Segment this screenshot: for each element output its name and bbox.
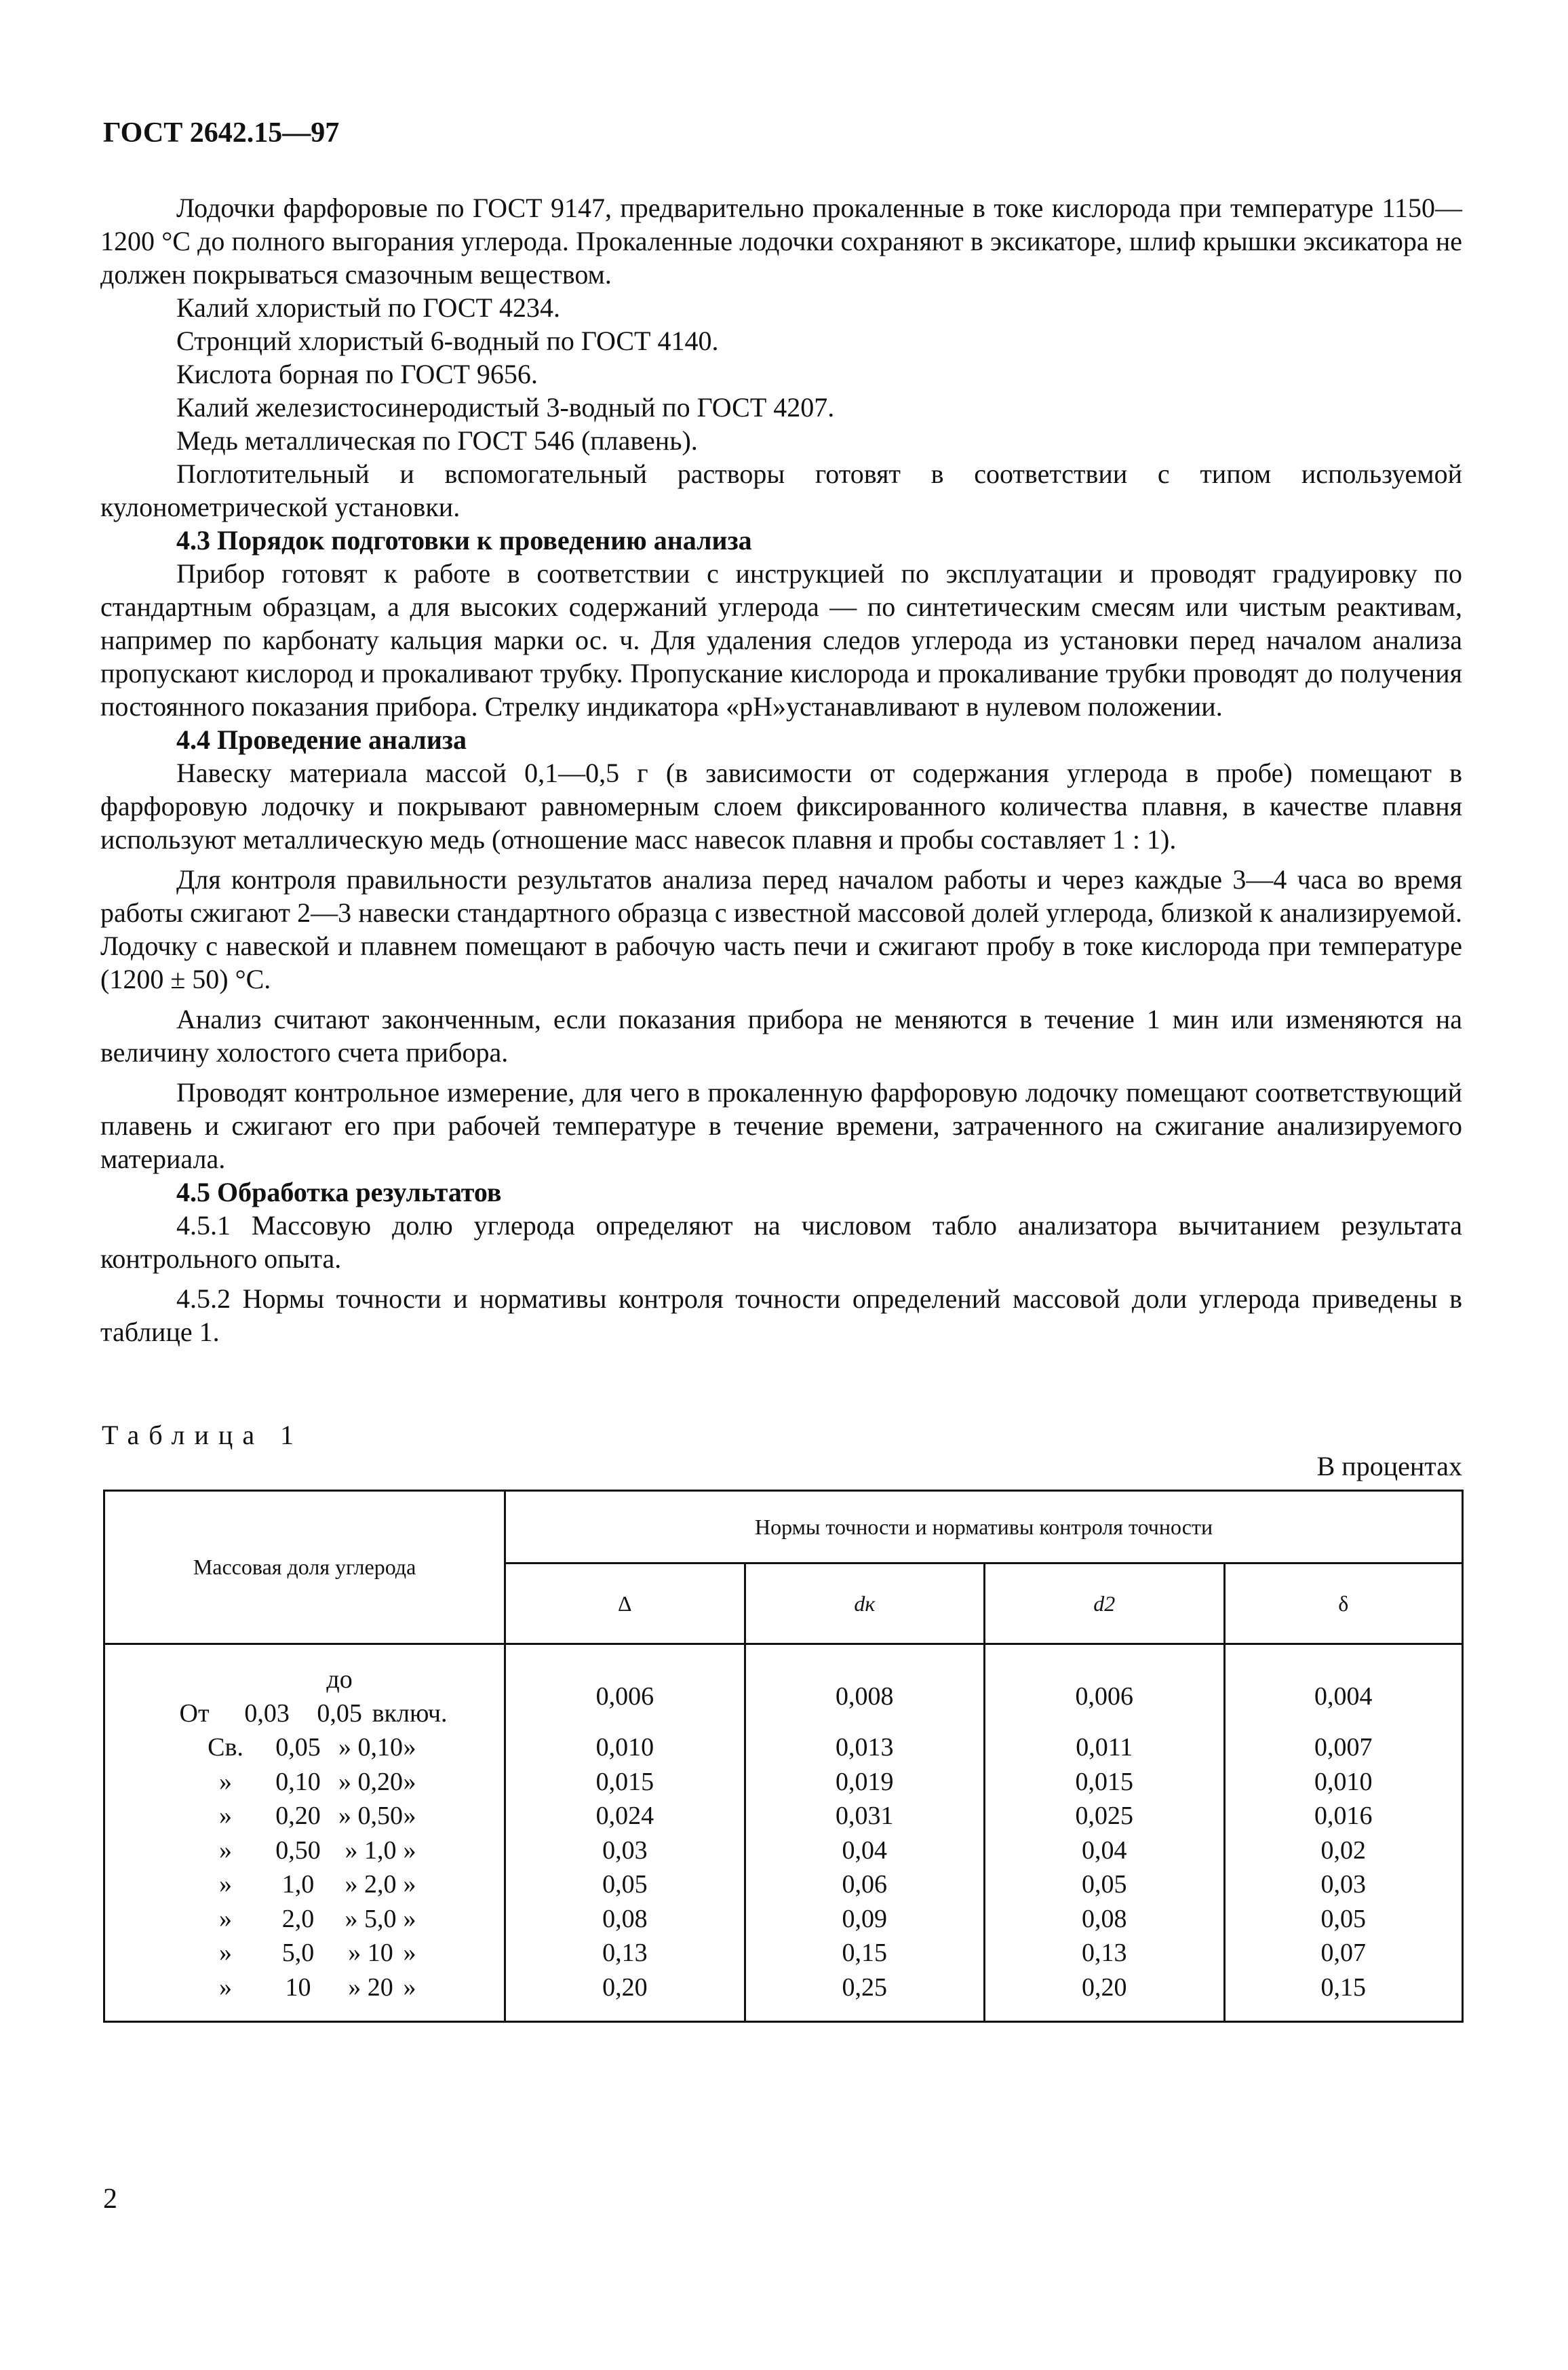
accuracy-table — [103, 1490, 1464, 2023]
row-label-part: » 0,50 — [338, 1802, 404, 1831]
sub-header-delta: Δ — [505, 1563, 745, 1644]
table-cell: 0,15 — [1224, 1970, 1463, 2022]
table-cell: 0,024 — [505, 1799, 745, 1833]
paragraph: 4.5.2 Нормы точности и нормативы контроля точности определений массовой доли углерода приведены в таблице 1. — [100, 1283, 1462, 1347]
row-label-part: 0,03 — [244, 1699, 290, 1728]
row-label-part: » 0,10 — [338, 1733, 404, 1762]
sub-header-d2: d2 — [985, 1563, 1224, 1644]
paragraph: Медь металлическая по ГОСТ 546 (плавень). — [176, 425, 698, 456]
paragraph: 4.5.1 Массовую долю углерода определяют на числовом табло анализатора вычитанием результата контрольного опыта. — [100, 1210, 1462, 1274]
table-cell: 0,006 — [985, 1644, 1224, 1731]
table-cell: 0,08 — [505, 1902, 745, 1937]
paragraph: Анализ считают законченным, если показания прибора не меняются в течение 1 мин или изменяются на величину холостого счета прибора. — [100, 1004, 1462, 1068]
row-label-part: 0,10 — [275, 1767, 321, 1796]
table-cell: 0,13 — [505, 1936, 745, 1970]
col-header-mass-fraction: Массовая доля углерода — [104, 1491, 505, 1644]
document-header: ГОСТ 2642.15—97 — [103, 117, 340, 149]
table-cell: 0,20 — [505, 1970, 745, 2022]
row-label-part: » — [403, 1939, 416, 1968]
table-row — [104, 1730, 1463, 1765]
table-cell: 0,013 — [745, 1730, 984, 1765]
row-label-part: 2,0 — [281, 1904, 315, 1933]
table-row — [104, 1902, 1463, 1937]
row-label — [104, 1644, 505, 1731]
row-label-part: » — [403, 1733, 416, 1762]
table-cell: 0,04 — [985, 1833, 1224, 1868]
row-label — [104, 1765, 505, 1800]
table-cell: 0,05 — [1224, 1902, 1463, 1937]
paragraph: Проводят контрольное измерение, для чего в прокаленную фарфоровую лодочку помещают соответствующий плавень и сжигают его при рабочей температуре в течение времени, затраченного на сжигание анализируемого материала. — [100, 1077, 1462, 1174]
table-cell: 0,05 — [505, 1867, 745, 1902]
paragraph: Калий железистосинеродистый 3-водный по ГОСТ 4207. — [176, 392, 835, 423]
row-label-part: » — [219, 1802, 233, 1831]
table-cell: 0,010 — [1224, 1765, 1463, 1800]
table-row — [104, 1970, 1463, 2022]
table-cell: 0,07 — [1224, 1936, 1463, 1970]
row-label-part: » 2,0 — [345, 1870, 397, 1899]
sub-header-small-delta: δ — [1224, 1563, 1463, 1644]
sub-header-dk: dк — [745, 1563, 984, 1644]
paragraph: Калий хлористый по ГОСТ 4234. — [176, 292, 560, 323]
row-label — [104, 1730, 505, 1765]
table-cell: 0,05 — [985, 1867, 1224, 1902]
table-row — [104, 1867, 1463, 1902]
group-header: Нормы точности и нормативы контроля точности — [505, 1491, 1463, 1563]
table-cell: 0,20 — [985, 1970, 1224, 2022]
row-label-part: » — [219, 1904, 233, 1933]
row-label-part: » — [403, 1802, 416, 1831]
section-heading: 4.3 Порядок подготовки к проведению анализа — [176, 525, 752, 556]
row-label-part: » — [403, 1904, 416, 1933]
row-label-part: » — [403, 1870, 416, 1899]
table-row — [104, 1765, 1463, 1800]
paragraph: Прибор готовят к работе в соответствии с инструкцией по эксплуатации и проводят градуировку по стандартным образцам, а для высоких содержаний углерода — по синтетическим смесям или чистым реактивам, например по карбонату кальция марки ос. ч. Для удаления следов углерода из установки перед началом анализа пропускают кислород и прокаливают трубку. Пропускание кислорода и прокаливание трубки проводят до получения постоянного показания прибора. Стрелку индикатора «рН»устанавливают в нулевом положении. — [100, 558, 1462, 722]
row-label — [104, 1936, 505, 1970]
paragraph: Для контроля правильности результатов анализа перед началом работы и через каждые 3—4 часа во время работы сжигают 2—3 навески стандартного образца с известной массовой долей углерода, близкой к анализируемой. Лодочку с навеской и плавнем помещают в рабочую часть печи и сжигают пробу в токе кислорода при температуре (1200 ± 50) °С. — [100, 864, 1462, 994]
table-row — [104, 1833, 1463, 1868]
row-label-part: » — [219, 1870, 233, 1899]
row-label-part: включ. — [372, 1699, 448, 1728]
row-label-part: » — [219, 1939, 233, 1968]
paragraph: Стронций хлористый 6-водный по ГОСТ 4140. — [176, 326, 719, 356]
row-label-part: 5,0 — [281, 1939, 315, 1968]
table-cell: 0,008 — [745, 1644, 984, 1731]
row-label-part: » 20 — [348, 1973, 393, 2002]
page-number: 2 — [103, 2183, 117, 2215]
table-cell: 0,031 — [745, 1799, 984, 1833]
section-heading: 4.4 Проведение анализа — [176, 724, 467, 755]
row-label-part: » — [219, 1767, 233, 1796]
table-cell: 0,007 — [1224, 1730, 1463, 1765]
row-label — [104, 1970, 505, 2022]
row-label-part: 0,20 — [275, 1802, 321, 1831]
table-body — [104, 1644, 1463, 2022]
paragraph: Лодочки фарфоровые по ГОСТ 9147, предварительно прокаленные в токе кислорода при температуре 1150—1200 °С до полного выгорания углерода. Прокаленные лодочки сохраняют в эксикаторе, шлиф крышки эксикатора не должен покрываться смазочным веществом. — [100, 193, 1462, 290]
row-label-part: 10 — [285, 1973, 311, 2002]
table-cell: 0,016 — [1224, 1799, 1463, 1833]
table-cell: 0,015 — [505, 1765, 745, 1800]
row-label — [104, 1799, 505, 1833]
table-row — [104, 1936, 1463, 1970]
document-body — [100, 191, 1462, 1348]
table-cell: 0,25 — [745, 1970, 984, 2022]
row-label-part: » — [219, 1973, 233, 2002]
row-label — [104, 1833, 505, 1868]
row-label — [104, 1867, 505, 1902]
table-cell: 0,010 — [505, 1730, 745, 1765]
table-cell: 0,019 — [745, 1765, 984, 1800]
paragraph: Кислота борная по ГОСТ 9656. — [176, 359, 538, 389]
table-cell: 0,15 — [745, 1936, 984, 1970]
paragraph: Навеску материала массой 0,1—0,5 г (в зависимости от содержания углерода в пробе) помещают в фарфоровую лодочку и покрывают равномерным слоем фиксированного количества плавня, в качестве плавня используют металлическую медь (отношение масс навесок плавня и пробы составляет 1 : 1). — [100, 758, 1462, 855]
table-caption: Таблица 1 — [102, 1420, 304, 1450]
row-label-part: » — [219, 1835, 233, 1865]
table-cell: 0,09 — [745, 1902, 984, 1937]
table-cell: 0,004 — [1224, 1644, 1463, 1731]
table-unit: В процентах — [1316, 1451, 1462, 1481]
table-cell: 0,13 — [985, 1936, 1224, 1970]
table-cell: 0,02 — [1224, 1833, 1463, 1868]
row-label-part: 1,0 — [281, 1870, 315, 1899]
row-label-part: » 10 — [348, 1939, 393, 1968]
table-cell: 0,04 — [745, 1833, 984, 1868]
paragraph: Поглотительный и вспомогательный растворы готовят в соответствии с типом используемой кулонометрической установки. — [100, 459, 1462, 522]
section-heading: 4.5 Обработка результатов — [176, 1177, 502, 1207]
table-cell: 0,08 — [985, 1902, 1224, 1937]
table-cell: 0,03 — [505, 1833, 745, 1868]
row-label-part: 0,50 — [275, 1835, 321, 1865]
table-row — [104, 1644, 1463, 1731]
row-label-part: » 5,0 — [345, 1904, 397, 1933]
row-label-part: 0,05 — [275, 1733, 321, 1762]
row-label-part: до 0,05 — [317, 1665, 362, 1728]
table-cell: 0,06 — [745, 1867, 984, 1902]
row-label-part: » — [403, 1835, 416, 1865]
row-label-part: Св. — [208, 1733, 243, 1762]
row-label-part: » — [403, 1767, 416, 1796]
row-label — [104, 1902, 505, 1937]
row-label-part: » 1,0 — [345, 1835, 397, 1865]
table-cell: 0,015 — [985, 1765, 1224, 1800]
row-label-part: » 0,20 — [338, 1767, 404, 1796]
row-label-part: » — [403, 1973, 416, 2002]
row-label-part: От — [179, 1699, 210, 1728]
table-cell: 0,011 — [985, 1730, 1224, 1765]
table-cell: 0,03 — [1224, 1867, 1463, 1902]
table-row — [104, 1799, 1463, 1833]
table-cell: 0,006 — [505, 1644, 745, 1731]
table-cell: 0,025 — [985, 1799, 1224, 1833]
